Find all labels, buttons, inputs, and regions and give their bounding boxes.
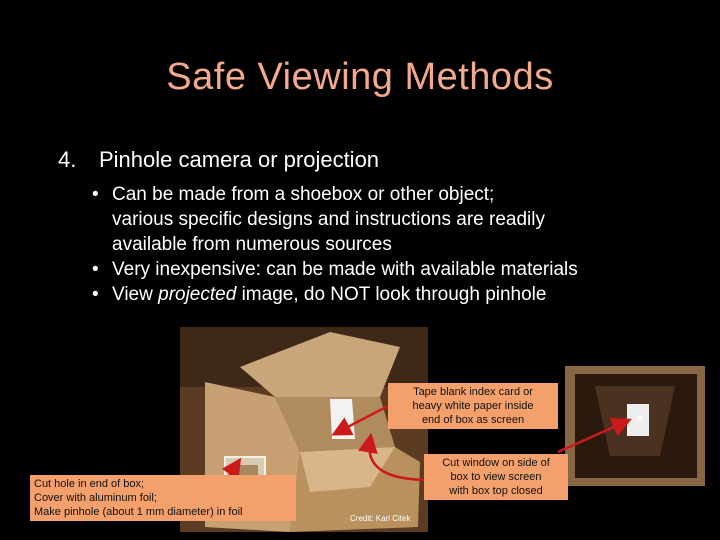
bullet-line: available from numerous sources [112,234,392,255]
bullet-text-post: image, do NOT look through pinhole [236,284,547,305]
bullet-dot: • [92,259,99,280]
bullet-dot: • [92,284,99,305]
photo-credit: Credit: Karl Citek [350,514,411,523]
label-line: Cover with aluminum foil; [34,492,157,504]
window-label [424,454,568,500]
screen-label [388,383,558,429]
bullet-text-pre: View [112,284,159,305]
bullet-dot: • [92,184,99,205]
point-text: Pinhole camera or projection [99,147,380,172]
label-line: Make pinhole (about 1 mm diameter) in foil [34,506,243,518]
pinhole-label [30,475,296,521]
point-number: 4. [58,147,77,172]
bullet-line: Very inexpensive: can be made with available materials [112,259,578,280]
label-line: Cut window on side of [442,457,550,469]
bullet-line: Can be made from a shoebox or other object; [112,184,495,205]
arrow-to-side-screen [558,422,625,452]
label-line: heavy white paper inside [412,400,534,412]
bullet-text-emphasis: projected [158,284,237,305]
label-line: end of box as screen [421,414,525,426]
slide-title: Safe Viewing Methods [166,56,554,98]
label-line: Tape blank index card or [413,386,533,398]
label-line: with box top closed [449,485,543,497]
bullet-line: various specific designs and instructions are readily [112,209,545,230]
arrow-to-screen [338,405,390,432]
label-line: box to view screen [450,471,542,483]
arrow-to-window [369,440,430,480]
label-line: Cut hole in end of box; [34,478,145,490]
